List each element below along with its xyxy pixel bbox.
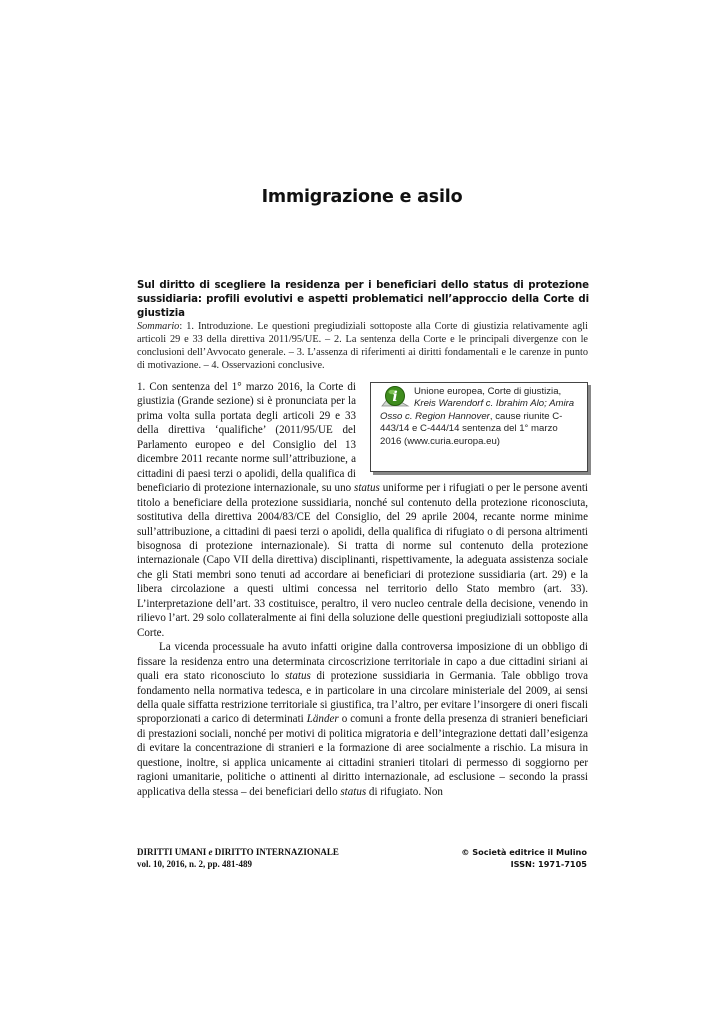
journal-name: DIRITTI UMANI e DIRITTO INTERNAZIONALE (137, 847, 339, 857)
article-body (137, 380, 588, 799)
journal-volume: vol. 10, 2016, n. 2, pp. 481-489 (137, 858, 253, 869)
case-infobox (370, 382, 588, 472)
sommario-text: : 1. Introduzione. Le questioni pregiudiziali sottoposte alla Corte di giustizia relativamente agli articoli 29 e 33 della direttiva 2011/95/UE. – 2. La sentenza della Corte e le principali divergenze con le conclusioni dell’Avvocato generale. – 3. L’assenza di riferimenti ai diritti fondamentali e le carenze in punto di motivazione. – 4. Osservazioni conclusive. (137, 321, 588, 372)
sommario (137, 320, 588, 372)
infobox-parties: Kreis Warendorf c. Ibrahim Alo; Amira Osso c. Region Hannover (380, 398, 575, 422)
publisher-copyright: © Società editrice il Mulino (461, 847, 587, 857)
infobox-court: Unione europea, Corte di giustizia, (414, 386, 562, 397)
paragraph-1: 1. Con sentenza del 1° marzo 2016, la Corte di giustizia (Grande sezione) si è pronunciata per la prima volta sulla portata degli articoli 29 e 33 della direttiva ‘qualifiche’ (2011/95/UE del Parlamento europeo e del Consiglio del 13 dicembre 2011 recante norme sull’attribuzione, a cittadini di paesi terzi o apolidi, della qualifica di beneficiario di protezione internazionale, su uno status uniforme per i rifugiati o per le persone aventi titolo a beneficiare della protezione sussidiaria, nonché sul contenuto della protezione riconosciuta, sostitutiva della direttiva 2004/83/CE del Consiglio, del 29 aprile 2004, recante norme minime sull’attribuzione, a cittadini di paesi terzi o apolidi, della qualifica di rifugiato o di persona altrimenti bisognosa di protezione internazionale). Si tratta di norme sul contenuto della protezione internazionale (Capo VII della direttiva) disciplinanti, rispettivamente, la adeguata assistenza sociale che gli Stati membri sono tenuti ad accordare ai beneficiari di protezione sussidiaria (art. 29) e la libera circolazione a questi ultimi concessa nel territorio dello Stato membro (art. 33). L’interpretazione dell’art. 33 costituisce, peraltro, il vero nucleo centrale della decisione, venendo in rilievo l’art. 29 solo collateralmente ai fini della soluzione delle questioni pregiudiziali sottoposte alla Corte. (137, 381, 588, 639)
paragraph-2: La vicenda processuale ha avuto infatti origine dalla controversa imposizione di un obbligo di fissare la residenza entro una determinata circoscrizione territoriale in capo a due cittadini siriani ai quali era stato riconosciuto lo status di protezione sussidiaria in Germania. Tale obbligo trova fondamento nella normativa tedesca, e in particolare in una circolare ministeriale del 2009, ai sensi della quale siffatta restrizione territoriale si giustifica, tra l’altro, per evitare l’insorgere di oneri fiscali sproporzionati a carico di determinati Länder o comuni a fronte della presenza di stranieri beneficiari di prestazioni sociali, nonché per motivi di politica migratoria e dell’integrazione dettati dall’esigenza di evitare la concentrazione di stranieri e la formazione di aree socialmente a rischio. La misura in questione, inoltre, si applica unicamente ai cittadini stranieri titolari di permesso di soggiorno per ragioni umanitarie, politiche o attinenti al diritto internazionale, ad esclusione – secondo la prassi applicativa della stessa – dei beneficiari dello status di rifugiato. Non (137, 641, 588, 798)
sommario-lead: Sommario (137, 321, 180, 332)
article-title: Sul diritto di scegliere la residenza per i beneficiari dello status di protezione sussidiaria: profili evolutivi e aspetti problematici nell’approccio della Corte di giustizia (137, 280, 589, 319)
issn: ISSN: 1971-7105 (510, 858, 587, 869)
svg-text:i: i (392, 389, 398, 405)
section-title: Immigrazione e asilo (261, 187, 463, 207)
publisher-footer (461, 847, 587, 870)
journal-footer (137, 847, 339, 870)
infobox-case-numbers: , cause riunite C-443/14 e C-444/14 sentenza del 1° marzo 2016 (www.curia.europa.eu) (380, 410, 563, 447)
info-icon (380, 385, 410, 409)
